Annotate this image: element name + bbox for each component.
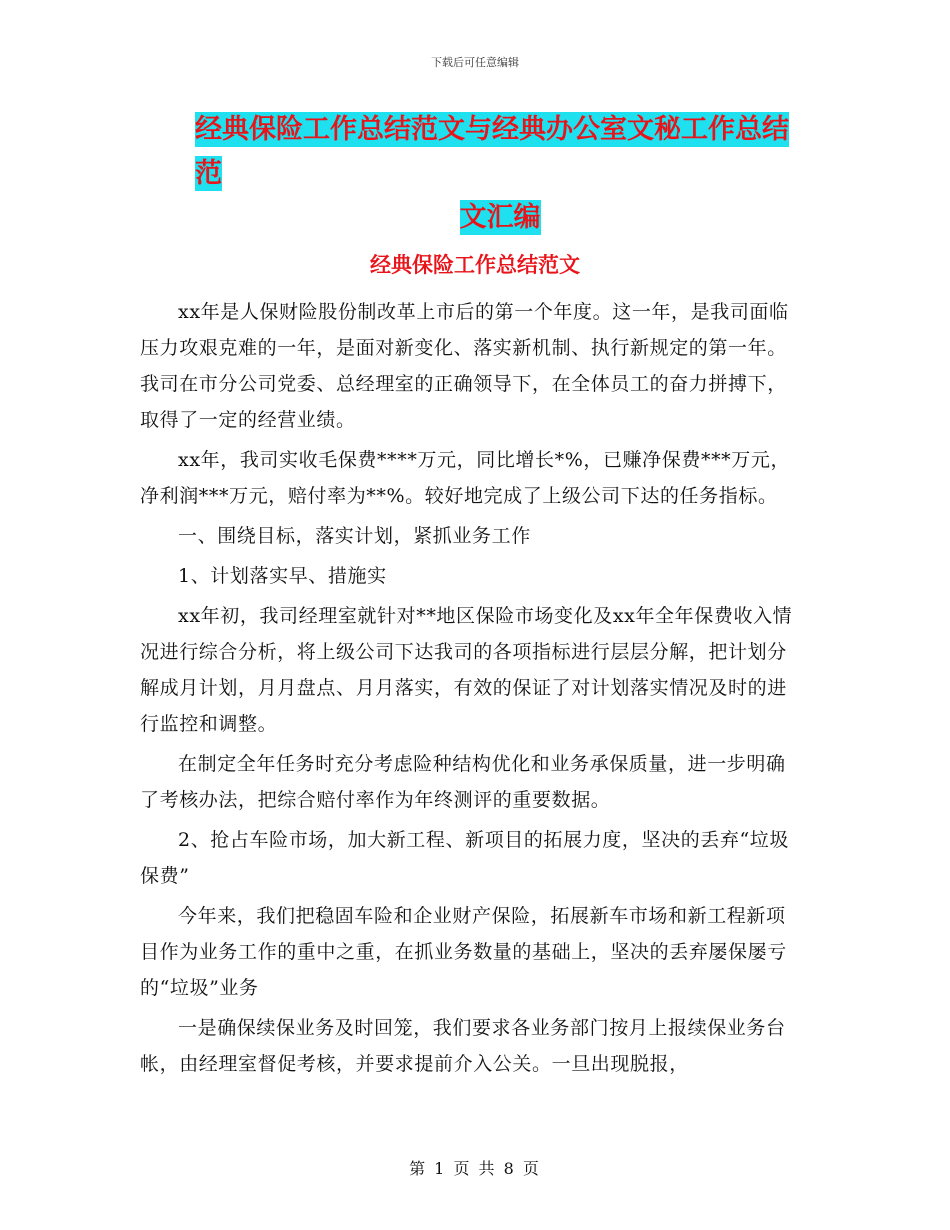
document-title-line2-text: 文汇编 [459,202,541,233]
paragraph: 1、计划落实早、措施实 [178,565,387,587]
paragraph: 2、抢占车险市场，加大新工程、新项目的拓展力度，坚决的丢弃“垃圾保费” [140,829,790,887]
paragraph: 一是确保续保业务及时回笼，我们要求各业务部门按月上报续保业务台帐，由经理室督促考核，并要求提前介入公关。一旦出现脱报， [140,1017,786,1075]
page-footer: 第 1 页 共 8 页 [409,1159,541,1178]
paragraph: xx年初，我司经理室就针对**地区保险市场变化及xx年全年保费收入情况进行综合分析，将上级公司下达我司的各项指标进行层层分解，把计划分解成月计划，月月盘点、月月落实，有效的保证了对计划落实情况及时的进行监控和调整。 [140,605,793,735]
body-text [140,294,805,1086]
paragraph: 在制定全年任务时充分考虑险种结构优化和业务承保质量，进一步明确了考核办法，把综合赔付率作为年终测评的重要数据。 [140,753,786,811]
document-title-line2 [195,196,805,240]
document-title-line1-text: 经典保险工作总结范文与经典办公室文秘工作总结范 [195,114,789,189]
paragraph: xx年，我司实收毛保费****万元，同比增长*%，已赚净保费***万元，净利润***万元，赔付率为**%。较好地完成了上级公司下达的任务指标。 [140,449,791,507]
document-title-line1 [195,108,805,196]
document-title [195,108,805,240]
header-note: 下载后可任意编辑 [431,56,519,69]
paragraph: 今年来，我们把稳固车险和企业财产保险，拓展新车市场和新工程新项目作为业务工作的重中之重，在抓业务数量的基础上，坚决的丢弃屡保屡亏的“垃圾”业务 [140,905,787,999]
paragraph: xx年是人保财险股份制改革上市后的第一个年度。这一年，是我司面临压力攻艰克难的一年，是面对新变化、落实新机制、执行新规定的第一年。我司在市分公司党委、总经理室的正确领导下，在全体员工的奋力拼搏下，取得了一定的经营业绩。 [140,301,789,431]
section-title: 经典保险工作总结范文 [370,253,580,277]
paragraph: 一、围绕目标，落实计划，紧抓业务工作 [178,525,531,547]
